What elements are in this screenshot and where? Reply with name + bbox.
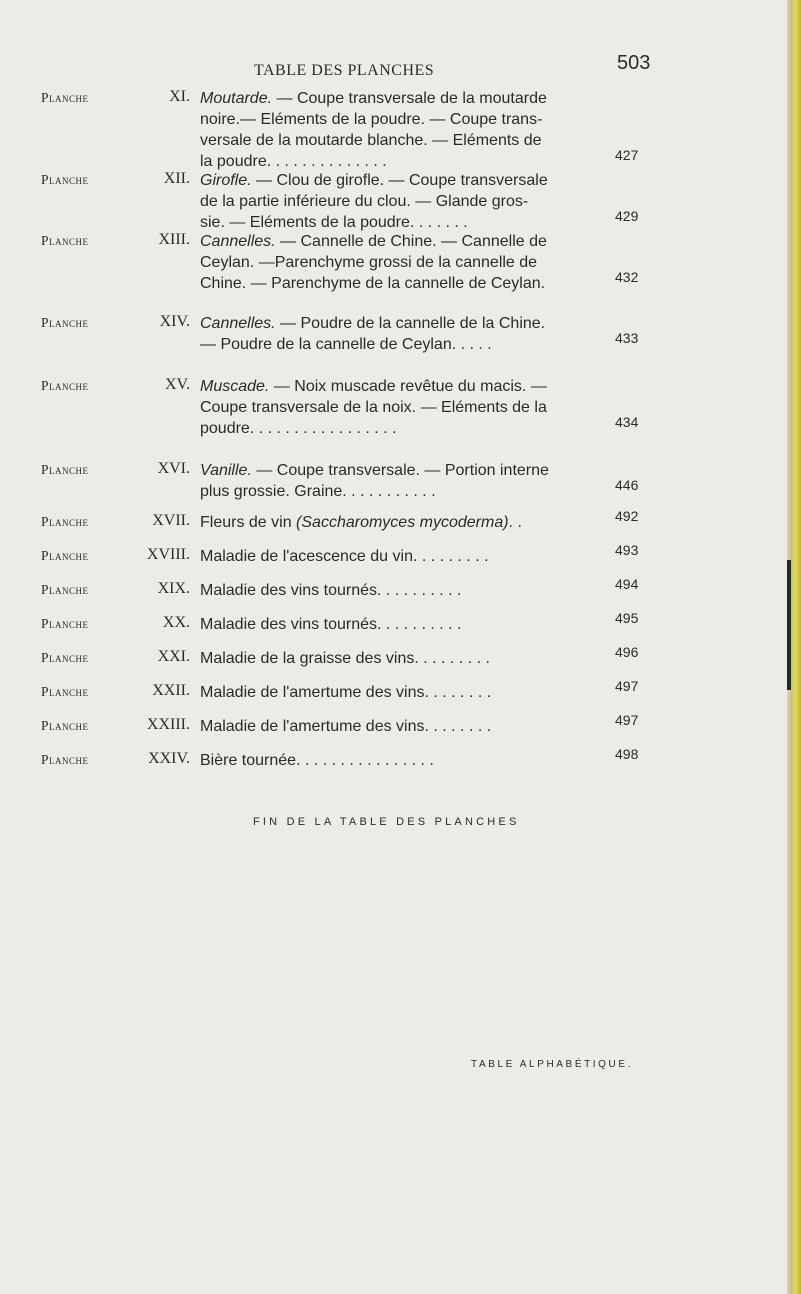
plate-number: XV. bbox=[164, 376, 190, 393]
separator: — bbox=[269, 378, 295, 395]
end-of-table-note: FIN DE LA TABLE DES PLANCHES bbox=[253, 816, 520, 828]
page-reference: 497 bbox=[615, 678, 639, 694]
separator: — bbox=[275, 233, 301, 250]
plate-number: XVII. bbox=[152, 512, 190, 529]
page-edge-shadow bbox=[787, 560, 791, 690]
plate-label: Planche bbox=[41, 514, 89, 529]
plate-number: XX. bbox=[162, 614, 190, 631]
plate-description bbox=[200, 231, 610, 294]
description-line bbox=[200, 170, 610, 191]
page-reference: 432 bbox=[615, 269, 639, 285]
description-line: Maladie de l'acescence du vin. . . . . . . . . bbox=[200, 548, 489, 565]
description-line: versale de la moutarde blanche. — Eléments de bbox=[200, 132, 542, 149]
page-reference: 497 bbox=[615, 712, 639, 728]
description-line: poudre. . . . . . . . . . . . . . . . . bbox=[200, 420, 397, 437]
description-line: sie. — Eléments de la poudre. . . . . . . bbox=[200, 214, 468, 231]
page-reference: 494 bbox=[615, 576, 639, 592]
plate-number: XIV. bbox=[159, 313, 190, 330]
plate-label: Planche bbox=[41, 582, 89, 597]
species-name: (Saccharomyces mycoderma) bbox=[296, 514, 509, 531]
description-line: Maladie des vins tournés. . . . . . . . . . bbox=[200, 582, 462, 599]
description-line: Chine. — Parenchyme de la cannelle de Ceylan. bbox=[200, 275, 546, 292]
page-number: 503 bbox=[617, 52, 651, 74]
plate-description bbox=[200, 750, 610, 771]
description-line bbox=[200, 376, 610, 397]
running-title: TABLE DES PLANCHES bbox=[254, 62, 435, 79]
plate-description bbox=[200, 88, 610, 172]
page-reference: 427 bbox=[615, 147, 639, 163]
separator: — bbox=[251, 462, 277, 479]
plate-number: XXII. bbox=[152, 682, 190, 699]
description-text: Poudre de la cannelle de la Chine. bbox=[300, 315, 546, 332]
description-line: Fleurs de vin (Saccharomyces mycoderma). . bbox=[200, 514, 522, 531]
plate-label: Planche bbox=[41, 172, 89, 187]
plate-number: XXIV. bbox=[148, 750, 190, 767]
plate-label: Planche bbox=[41, 548, 89, 563]
plate-label: Planche bbox=[41, 315, 89, 330]
plate-description bbox=[200, 682, 610, 703]
description-line: la poudre. . . . . . . . . . . . . . bbox=[200, 153, 387, 170]
description-text: Cannelle de Chine. — Cannelle de bbox=[300, 233, 547, 250]
plate-subject: Cannelles. bbox=[200, 233, 276, 250]
plate-description bbox=[200, 580, 610, 601]
description-line: plus grossie. Graine. . . . . . . . . . . bbox=[200, 483, 436, 500]
description-line bbox=[200, 460, 610, 481]
plate-description bbox=[200, 614, 610, 635]
plate-label: Planche bbox=[41, 718, 89, 733]
description-text: Clou de girofle. — Coupe transversale bbox=[276, 172, 548, 189]
page-reference: 493 bbox=[615, 542, 639, 558]
plate-description bbox=[200, 546, 610, 567]
separator: — bbox=[275, 315, 301, 332]
description-line: Maladie des vins tournés. . . . . . . . . . bbox=[200, 616, 462, 633]
plate-label: Planche bbox=[41, 616, 89, 631]
plate-description bbox=[200, 313, 610, 355]
plate-label: Planche bbox=[41, 752, 89, 767]
page-reference: 446 bbox=[615, 477, 639, 493]
description-text: Coupe transversale. — Portion interne bbox=[276, 462, 549, 479]
plate-number: XIX. bbox=[157, 580, 190, 597]
plate-number: XVI. bbox=[157, 460, 190, 477]
plate-description bbox=[200, 376, 610, 439]
description-line bbox=[200, 313, 610, 334]
description-line: noire.— Eléments de la poudre. — Coupe trans- bbox=[200, 111, 543, 128]
description-text: Coupe transversale de la moutarde bbox=[296, 90, 547, 107]
plate-number: XII. bbox=[163, 170, 190, 187]
description-line: Ceylan. —Parenchyme grossi de la cannelle de bbox=[200, 254, 538, 271]
plate-number: XIII. bbox=[158, 231, 190, 248]
plate-description bbox=[200, 716, 610, 737]
page-reference: 429 bbox=[615, 208, 639, 224]
plate-label: Planche bbox=[41, 233, 89, 248]
description-line: Bière tournée. . . . . . . . . . . . . . . . bbox=[200, 752, 434, 769]
page-reference: 492 bbox=[615, 508, 639, 524]
plate-subject: Moutarde. bbox=[200, 90, 273, 107]
plate-label: Planche bbox=[41, 684, 89, 699]
plate-description bbox=[200, 170, 610, 233]
page-reference: 498 bbox=[615, 746, 639, 762]
plate-subject: Girofle. bbox=[200, 172, 252, 189]
description-line: Maladie de l'amertume des vins. . . . . . . . bbox=[200, 684, 492, 701]
page-reference: 433 bbox=[615, 330, 639, 346]
plate-number: XXI. bbox=[157, 648, 190, 665]
next-section-catchword: TABLE ALPHABÉTIQUE. bbox=[471, 1059, 634, 1070]
description-line bbox=[200, 88, 610, 109]
plate-number: XVIII. bbox=[146, 546, 190, 563]
plate-description bbox=[200, 460, 610, 502]
description-line: — Poudre de la cannelle de Ceylan. . . . . bbox=[200, 336, 492, 353]
page-reference: 495 bbox=[615, 610, 639, 626]
separator: — bbox=[251, 172, 277, 189]
description-line: Maladie de la graisse des vins. . . . . . . . . bbox=[200, 650, 490, 667]
plate-label: Planche bbox=[41, 462, 89, 477]
description-line bbox=[200, 231, 610, 252]
plate-number: XI. bbox=[169, 88, 190, 105]
plate-subject: Cannelles. bbox=[200, 315, 276, 332]
description-text: Noix muscade revêtue du macis. — bbox=[294, 378, 547, 395]
plate-description bbox=[200, 648, 610, 669]
plate-subject: Vanille. bbox=[200, 462, 252, 479]
page-reference: 434 bbox=[615, 414, 639, 430]
description-line: Coupe transversale de la noix. — Eléments de la bbox=[200, 399, 547, 416]
plate-subject: Muscade. bbox=[200, 378, 270, 395]
plate-label: Planche bbox=[41, 378, 89, 393]
plate-label: Planche bbox=[41, 90, 89, 105]
page-reference: 496 bbox=[615, 644, 639, 660]
plate-label: Planche bbox=[41, 650, 89, 665]
plate-description bbox=[200, 512, 610, 533]
separator: — bbox=[272, 90, 297, 107]
description-line: Maladie de l'amertume des vins. . . . . . . . bbox=[200, 718, 492, 735]
plate-number: XXIII. bbox=[146, 716, 190, 733]
description-line: de la partie inférieure du clou. — Glande gros- bbox=[200, 193, 529, 210]
